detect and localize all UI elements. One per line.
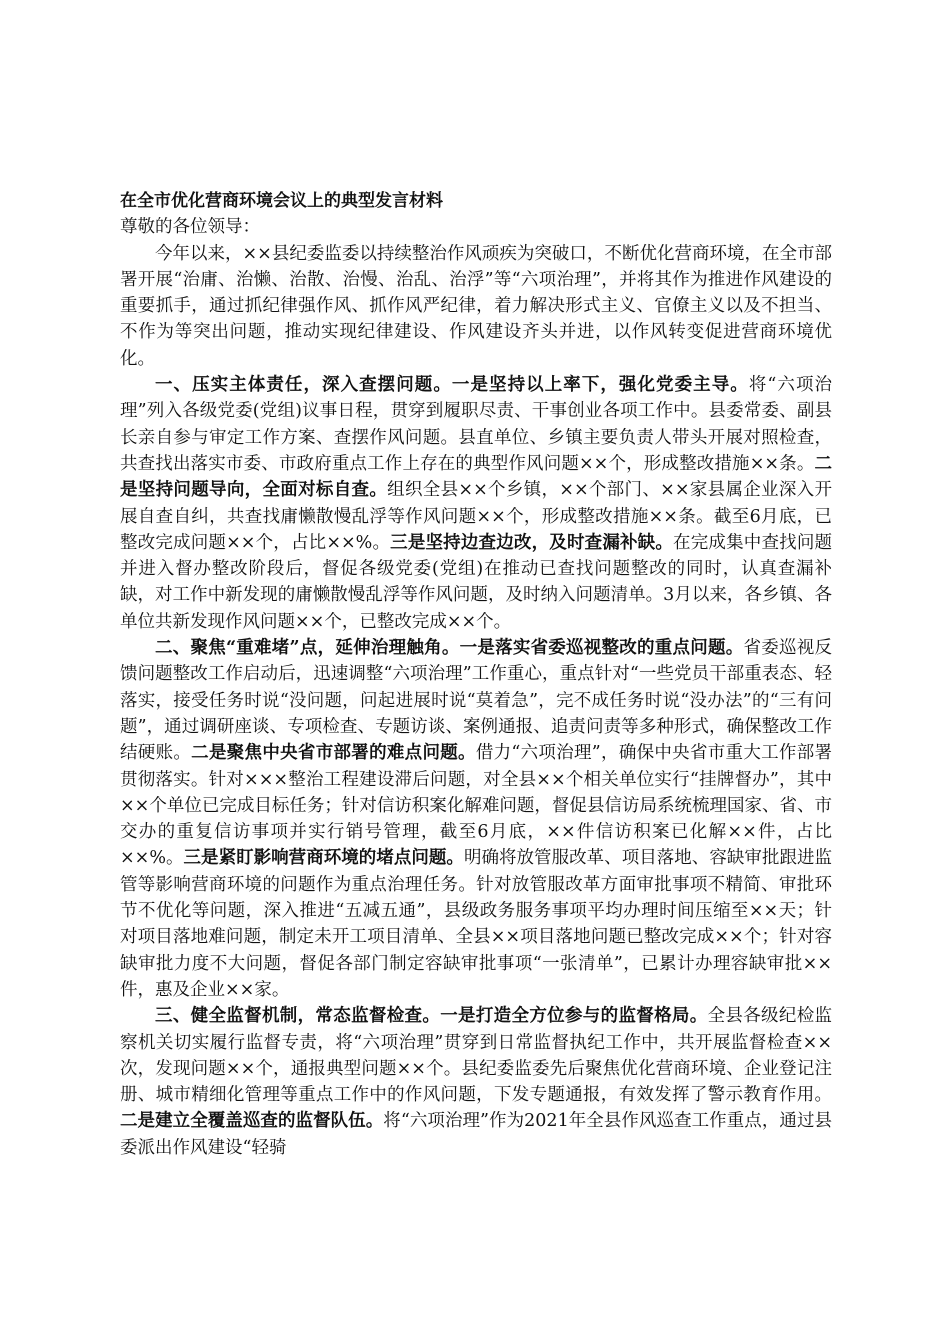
point-lead: 三是紧盯影响营商环境的堵点问题。 xyxy=(183,848,464,869)
point-lead: 一是打造全方位参与的监督格局。 xyxy=(440,1006,708,1027)
section-heading: 二、聚焦“重难堵”点，延伸治理触角。 xyxy=(155,638,460,659)
section-1-paragraph xyxy=(120,372,832,635)
point-text: 全县各级纪检监察机关切实履行监督专责，将“六项治理”贯穿到日常监督执纪工作中，共开展监督检查××次，发现问题××个，通报典型问题××个。县纪委监委先后聚焦优化营商环境、企业登记注册、城市精细化管理等重点工作中的作风问题，下发专题通报，有效发挥了警示教育作用。 xyxy=(120,1006,833,1106)
point-text: 借力“六项治理”，确保中央省市重大工作部署贯彻落实。针对×××整治工程建设滞后问题，对全县××个相关单位实行“挂牌督办”，其中××个单位已完成目标任务；针对信访积案化解难问题，督促县信访局系统梳理国家、省、市交办的重复信访事项并实行销号管理，截至6月底，××件信访积案已化解××件，占比××%。 xyxy=(120,743,833,869)
point-text: 明确将放管服改革、项目落地、容缺审批跟进监管等影响营商环境的问题作为重点治理任务。针对放管服改革方面审批事项不精简、审批环节不优化等问题，深入推进“五减五通”，县级政务服务事项平均办理时间压缩至××天；针对项目落地难问题，制定未开工项目清单、全县××项目落地问题已整改完成××个；针对容缺审批力度不大问题，督促各部门制定容缺审批事项“一张清单”，已累计办理容缺审批××件，惠及企业××家。 xyxy=(120,848,832,1000)
point-lead: 二是建立全覆盖巡查的监督队伍。 xyxy=(120,1111,384,1132)
salutation: 尊敬的各位领导： xyxy=(120,217,260,238)
point-text: 将“六项治理”列入各级党委(党组)议事日程，贯穿到履职尽责、干事创业各项工作中。县委常委、副县长亲自参与审定工作方案、查摆作风问题。县直单位、乡镇主要负责人带头开展对照检查，共查找出落实市委、市政府重点工作上存在的典型作风问题××个，形成整改措施××条。 xyxy=(120,375,833,474)
intro-paragraph: 今年以来，××县纪委监委以持续整治作风顽疾为突破口，不断优化营商环境，在全市部署开展“治庸、治懒、治散、治慢、治乱、治浮”等“六项治理”，并将其作为推进作风建设的重要抓手，通过抓纪律强作风、抓作风严纪律，着力解决形式主义、官僚主义以及不担当、不作为等突出问题，推动实现纪律建设、作风建设齐头并进，以作风转变促进营商环境优化。 xyxy=(120,243,832,369)
section-2-paragraph xyxy=(120,635,832,1003)
point-lead: 一是坚持以上率下，强化党委主导。 xyxy=(451,375,749,396)
section-heading: 三、健全监督机制，常态监督检查。 xyxy=(155,1006,441,1027)
document-title: 在全市优化营商环境会议上的典型发言材料 xyxy=(120,191,443,211)
point-lead: 二是聚焦中央省市部署的难点问题。 xyxy=(191,743,476,764)
section-heading: 一、压实主体责任，深入查摆问题。 xyxy=(155,375,452,396)
point-text: 将“六项治理”作为2021年全县作风巡查工作重点，通过县委派出作风建设“轻骑 xyxy=(120,1111,832,1158)
point-text: 在完成集中查找问题并进入督办整改阶段后，督促各级党委(党组)在推动已查找问题整改的同时，认真查漏补缺，对工作中新发现的庸懒散慢乱浮等作风问题，及时纳入问题清单。3月以来，各乡镇、各单位共新发现作风问题××个，已整改完成××个。 xyxy=(120,532,832,632)
point-text: 省委巡视反馈问题整改工作启动后，迅速调整“六项治理”工作重心，重点针对“一些党员干部重表态、轻落实，接受任务时说“没问题，问起进展时说“莫着急”，完不成任务时说“没办法”的“三有问题”，通过调研座谈、专项检查、专题访谈、案例通报、追责问责等多种形式，确保整改工作结硬账。 xyxy=(120,638,833,764)
point-lead: 二是坚持问题导向，全面对标自查。 xyxy=(120,453,832,501)
document-body xyxy=(120,188,832,1161)
point-lead: 三是坚持边查边改，及时查漏补缺。 xyxy=(390,532,674,553)
point-text: 组织全县××个乡镇，××个部门、××家县属企业深入开展自查自纠，共查找庸懒散慢乱浮等作风问题××个，形成整改措施××条。截至6月底，已整改完成问题××个，占比××%。 xyxy=(120,480,832,553)
section-3-paragraph xyxy=(120,1003,832,1161)
point-lead: 一是落实省委巡视整改的重点问题。 xyxy=(459,638,744,659)
